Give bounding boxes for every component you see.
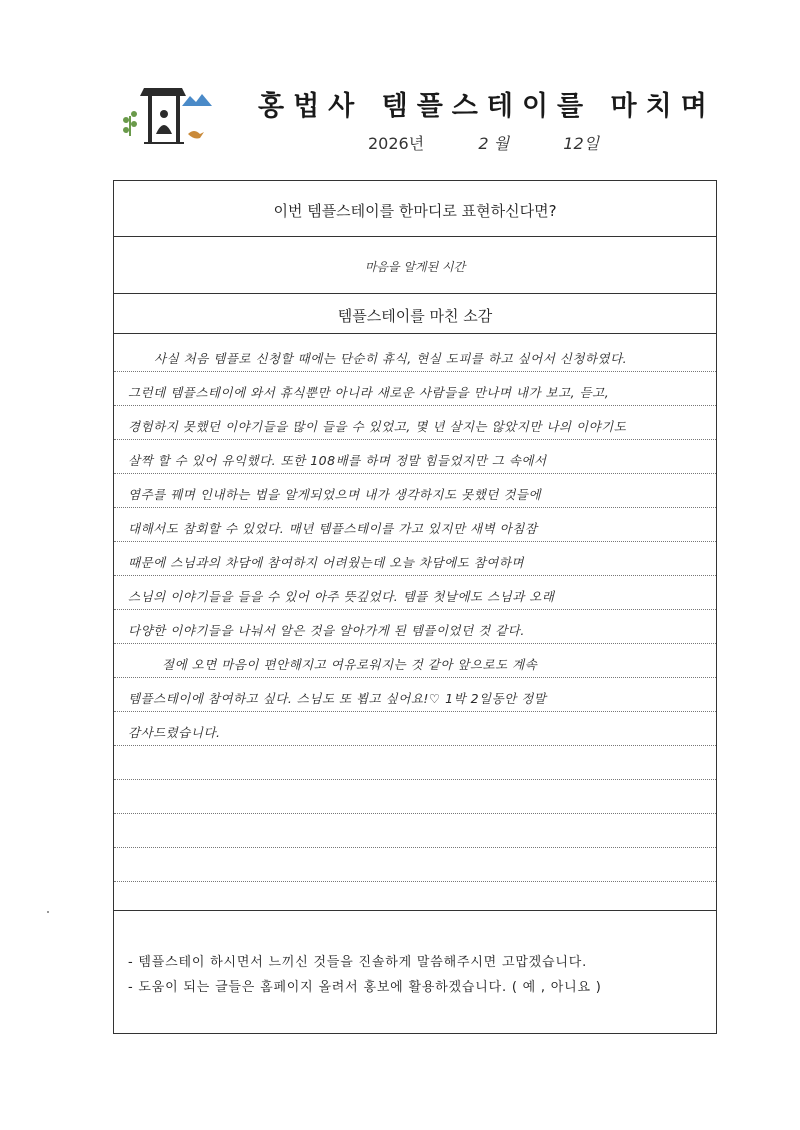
essay-line: 절에 오면 마음이 편안해지고 여유로워지는 것 같아 앞으로도 계속 bbox=[162, 657, 538, 672]
essay-line: 때문에 스님과의 차담에 참여하지 어려웠는데 오늘 차담에도 참여하며 bbox=[128, 555, 524, 570]
answer-one-word: 마음을 알게된 시간 bbox=[364, 260, 466, 274]
essay-line: 그런데 템플스테이에 와서 휴식뿐만 아니라 새로운 사람들을 만나며 내가 보고, 듣고, bbox=[128, 385, 610, 400]
essay-line: 경험하지 못했던 이야기들을 많이 들을 수 있었고, 몇 년 살지는 않았지만 나의 이야기도 bbox=[128, 419, 627, 434]
essay-line: 살짝 할 수 있어 유익했다. 또한 108배를 하며 정말 힘들었지만 그 속에서 bbox=[128, 453, 547, 468]
note-line: - 템플스테이 하시면서 느끼신 것들을 진솔하게 말씀해주시면 고맙겠습니다. bbox=[128, 955, 588, 970]
divider bbox=[114, 333, 716, 334]
divider bbox=[114, 910, 716, 911]
essay-line: 대해서도 참회할 수 있었다. 매년 템플스테이를 가고 있지만 새벽 아침잠 bbox=[128, 521, 538, 536]
essay-line: 스님의 이야기들을 들을 수 있어 아주 뜻깊었다. 템플 첫날에도 스님과 오래 bbox=[128, 589, 555, 604]
date bbox=[368, 131, 607, 154]
essay-line: 염주를 꿰며 인내하는 법을 알게되었으며 내가 생각하지도 못했던 것들에 bbox=[128, 487, 542, 502]
essay-line: 사실 처음 템플로 신청할 때에는 단순히 휴식, 현실 도피를 하고 싶어서 신청하였다. bbox=[154, 351, 628, 366]
note-line: - 도움이 되는 글들은 홈페이지 올려서 홍보에 활용하겠습니다. ( 예 , 아니요 ) bbox=[128, 980, 602, 995]
date-month: 2 월 bbox=[478, 134, 510, 153]
question-one-word: 이번 템플스테이를 한마디로 표현하신다면? bbox=[273, 202, 557, 220]
essay-line: 다양한 이야기들을 나눠서 알은 것을 알아가게 된 템플이었던 것 같다. bbox=[128, 623, 525, 638]
essay-line: 템플스테이에 참여하고 싶다. 스님도 또 뵙고 싶어요!♡ 1박 2일동안 정말 bbox=[128, 691, 547, 706]
date-day: 12일 bbox=[563, 134, 600, 153]
divider bbox=[114, 293, 716, 294]
question-impressions: 템플스테이를 마친 소감 bbox=[337, 307, 493, 325]
essay-line: 감사드렸습니다. bbox=[128, 725, 221, 740]
temple-logo-icon bbox=[122, 86, 214, 150]
page-title: 홍법사 템플스테이를 마치며 bbox=[258, 91, 716, 122]
reflection-form bbox=[113, 180, 717, 1034]
divider bbox=[114, 236, 716, 237]
date-year: 2026년 bbox=[368, 134, 425, 153]
